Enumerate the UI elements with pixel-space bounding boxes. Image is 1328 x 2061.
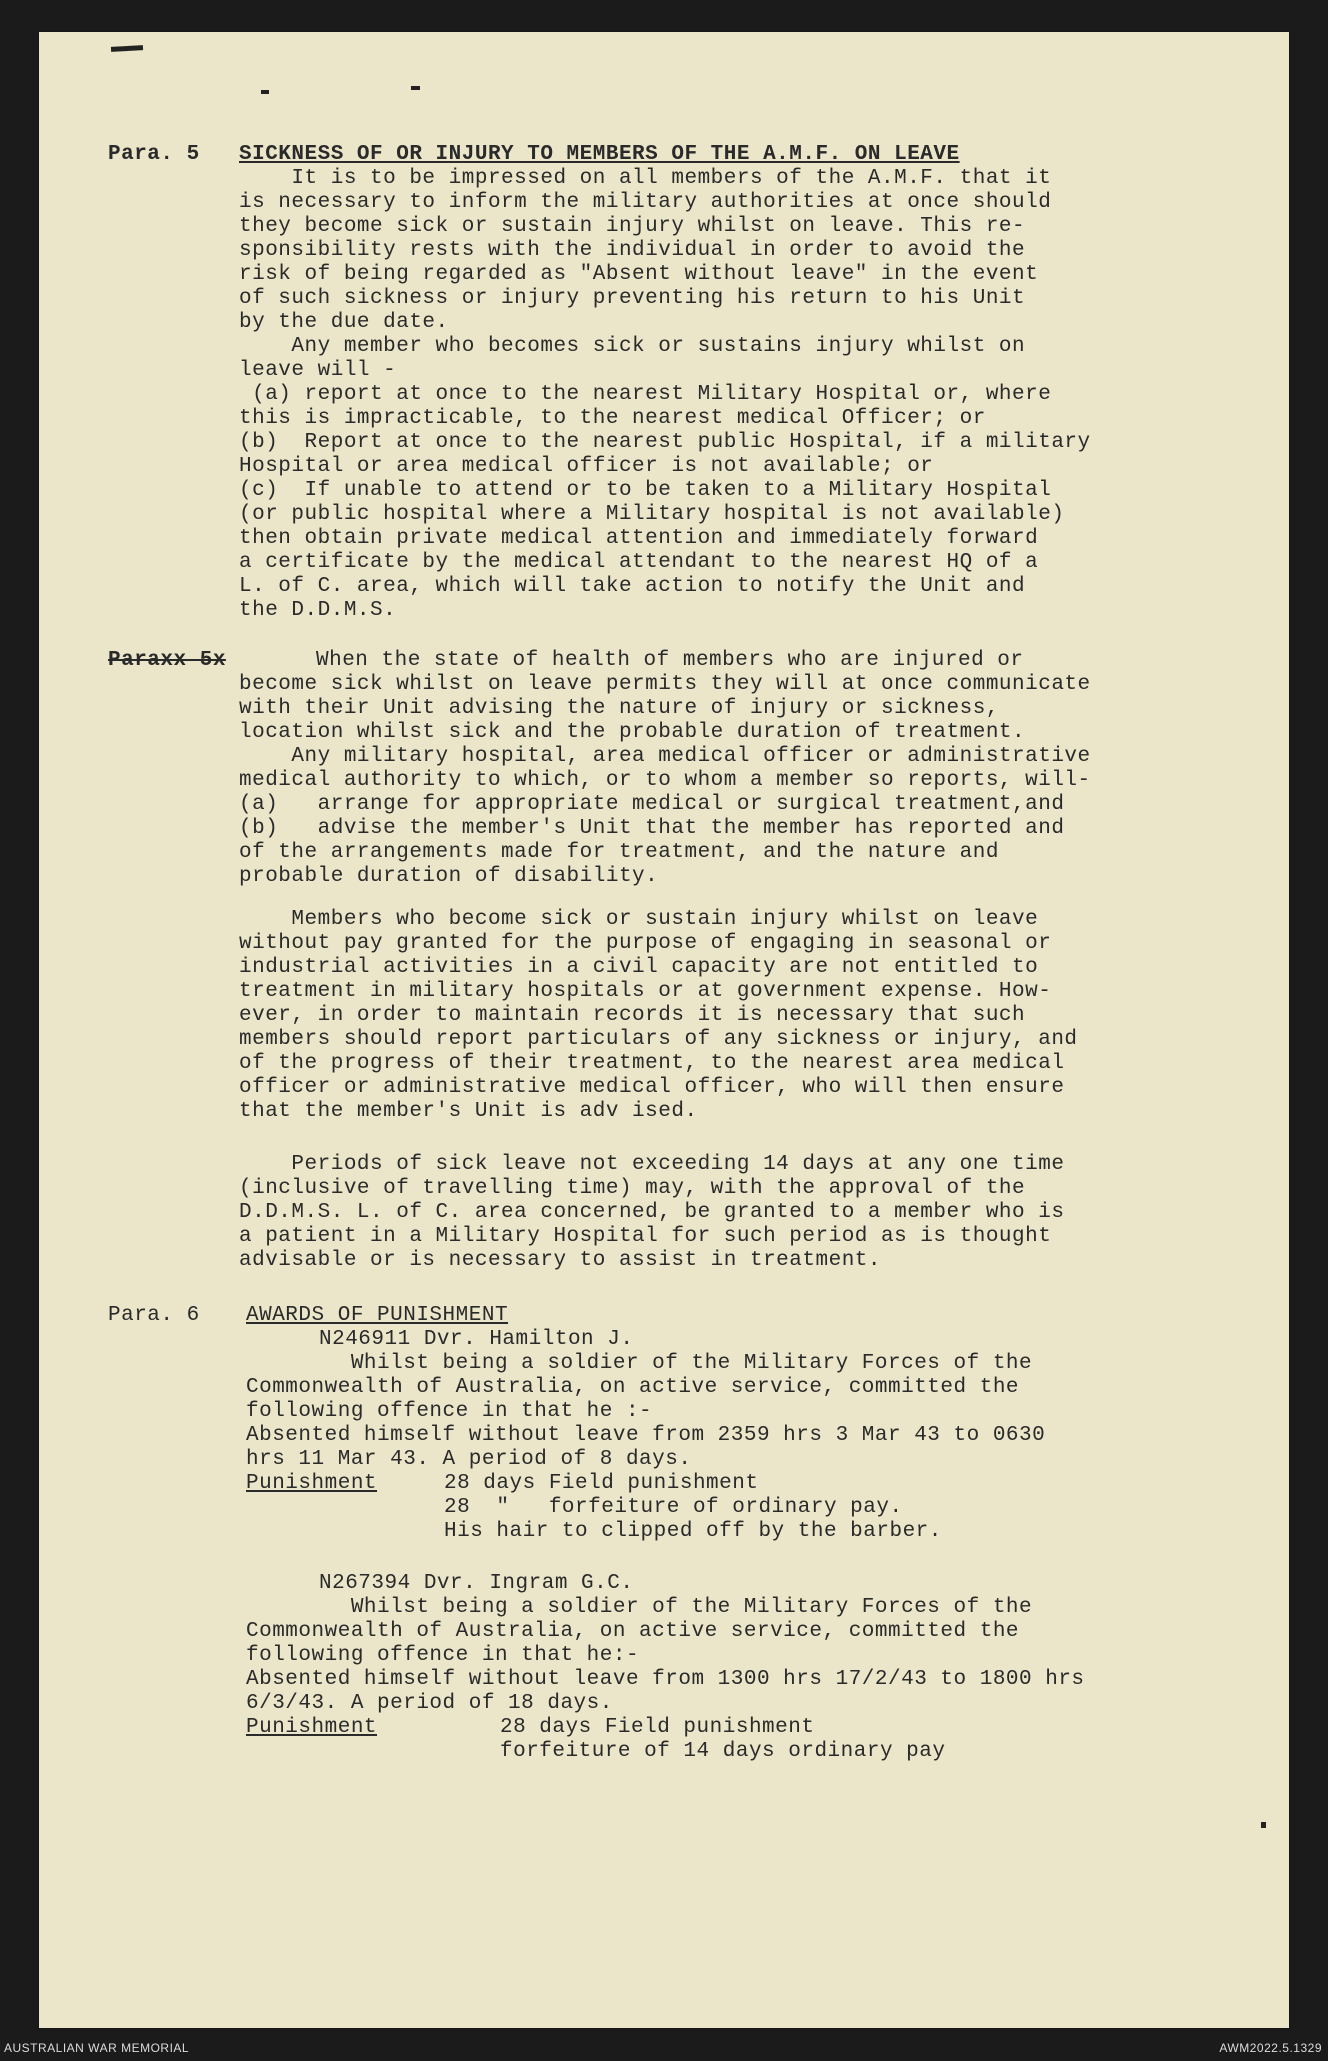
text-line: Periods of sick leave not exceeding 14 days at any one time — [239, 1153, 1065, 1176]
soldier-id: N267394 Dvr. Ingram G.C. — [319, 1572, 634, 1595]
text-line: L. of C. area, which will take action to notify the Unit and — [239, 575, 1026, 598]
document-page — [39, 32, 1289, 2028]
para5-heading: SICKNESS OF OR INJURY TO MEMBERS OF THE A.M.F. ON LEAVE — [239, 143, 960, 166]
text-line: become sick whilst on leave permits they will at once communicate — [239, 673, 1091, 696]
text-line: Commonwealth of Australia, on active service, committed the — [246, 1620, 1020, 1643]
text-line: members should report particulars of any sickness or injury, and — [239, 1028, 1078, 1051]
text-line: (a) arrange for appropriate medical or surgical treatment,and — [239, 793, 1065, 816]
text-line: D.D.M.S. L. of C. area concerned, be granted to a member who is — [239, 1201, 1065, 1224]
text-line: location whilst sick and the probable duration of treatment. — [239, 721, 1026, 744]
text-line: a certificate by the medical attendant to the nearest HQ of a — [239, 551, 1039, 574]
text-line: a patient in a Military Hospital for such period as is thought — [239, 1225, 1052, 1248]
text-line: ever, in order to maintain records it is necessary that such — [239, 1004, 1026, 1027]
text-line: then obtain private medical attention and immediately forward — [239, 527, 1039, 550]
text-line: risk of being regarded as "Absent without leave" in the event — [239, 263, 1039, 286]
text-line: (a) report at once to the nearest Military Hospital or, where — [239, 383, 1052, 406]
text-line: Whilst being a soldier of the Military Forces of the — [246, 1596, 1033, 1619]
text-line: that the member's Unit is adv ised. — [239, 1100, 698, 1123]
text-line: Any military hospital, area medical officer or administrative — [239, 745, 1091, 768]
text-line: probable duration of disability. — [239, 865, 659, 888]
para5-label: Para. 5 — [108, 143, 200, 166]
footer-institution: AUSTRALIAN WAR MEMORIAL — [4, 2041, 190, 2055]
text-line: Commonwealth of Australia, on active service, committed the — [246, 1376, 1020, 1399]
text-line: Absented himself without leave from 2359 hrs 3 Mar 43 to 0630 — [246, 1424, 1046, 1447]
text-line: (or public hospital where a Military hospital is not available) — [239, 503, 1065, 526]
ink-mark — [411, 86, 420, 90]
para6-heading: AWARDS OF PUNISHMENT — [246, 1304, 509, 1327]
text-line: hrs 11 Mar 43. A period of 8 days. — [246, 1448, 692, 1471]
text-line: Any member who becomes sick or sustains injury whilst on — [239, 335, 1026, 358]
text-line: industrial activities in a civil capacity are not entitled to — [239, 956, 1039, 979]
punishment-label: Punishment — [246, 1716, 378, 1739]
text-line: (inclusive of travelling time) may, with the approval of the — [239, 1177, 1026, 1200]
punishment-line: His hair to clipped off by the barber. — [444, 1520, 942, 1543]
text-line: of such sickness or injury preventing his return to his Unit — [239, 287, 1026, 310]
text-line: Whilst being a soldier of the Military Forces of the — [246, 1352, 1033, 1375]
text-line: (c) If unable to attend or to be taken to a Military Hospital — [239, 479, 1052, 502]
text-line: treatment in military hospitals or at government expense. How- — [239, 980, 1052, 1003]
text-line: following offence in that he :- — [246, 1400, 653, 1423]
text-line: leave will - — [239, 359, 397, 382]
text-line: is necessary to inform the military authorities at once should — [239, 191, 1052, 214]
text-line: the D.D.M.S. — [239, 599, 397, 622]
ink-mark — [261, 90, 269, 94]
punishment-line: 28 " forfeiture of ordinary pay. — [444, 1496, 903, 1519]
text-line: advisable or is necessary to assist in treatment. — [239, 1249, 882, 1272]
punishment-line: forfeiture of 14 days ordinary pay — [500, 1740, 946, 1763]
text-line: this is impracticable, to the nearest medical Officer; or — [239, 407, 986, 430]
para6-label: Para. 6 — [108, 1304, 200, 1327]
text-line: without pay granted for the purpose of engaging in seasonal or — [239, 932, 1052, 955]
text-line: with their Unit advising the nature of injury or sickness, — [239, 697, 999, 720]
text-line: 6/3/43. A period of 18 days. — [246, 1692, 613, 1715]
text-line: sponsibility rests with the individual in order to avoid the — [239, 239, 1026, 262]
text-line: Members who become sick or sustain injury whilst on leave — [239, 908, 1039, 931]
text-line: Hospital or area medical officer is not available; or — [239, 455, 934, 478]
punishment-line: 28 days Field punishment — [444, 1472, 759, 1495]
text-line: medical authority to which, or to whom a member so reports, will- — [239, 769, 1091, 792]
text-line: they become sick or sustain injury whilst on leave. This re- — [239, 215, 1026, 238]
text-line: (b) Report at once to the nearest public Hospital, if a military — [239, 431, 1091, 454]
ink-mark — [1261, 1822, 1266, 1828]
text-line: of the arrangements made for treatment, and the nature and — [239, 841, 999, 864]
punishment-line: 28 days Field punishment — [500, 1716, 815, 1739]
text-line: When the state of health of members who are injured or — [316, 649, 1024, 672]
text-line: of the progress of their treatment, to the nearest area medical — [239, 1052, 1065, 1075]
text-line: Absented himself without leave from 1300 hrs 17/2/43 to 1800 hrs — [246, 1668, 1085, 1691]
ink-mark — [111, 45, 143, 52]
text-line: It is to be impressed on all members of the A.M.F. that it — [239, 167, 1052, 190]
soldier-id: N246911 Dvr. Hamilton J. — [319, 1328, 634, 1351]
text-line: (b) advise the member's Unit that the member has reported and — [239, 817, 1065, 840]
text-line: officer or administrative medical officer, who will then ensure — [239, 1076, 1065, 1099]
parax-label: Paraxx 5x — [108, 649, 226, 672]
text-line: following offence in that he:- — [246, 1644, 640, 1667]
text-line: by the due date. — [239, 311, 449, 334]
punishment-label: Punishment — [246, 1472, 378, 1495]
footer-reference: AWM2022.5.1329 — [1219, 2041, 1322, 2055]
